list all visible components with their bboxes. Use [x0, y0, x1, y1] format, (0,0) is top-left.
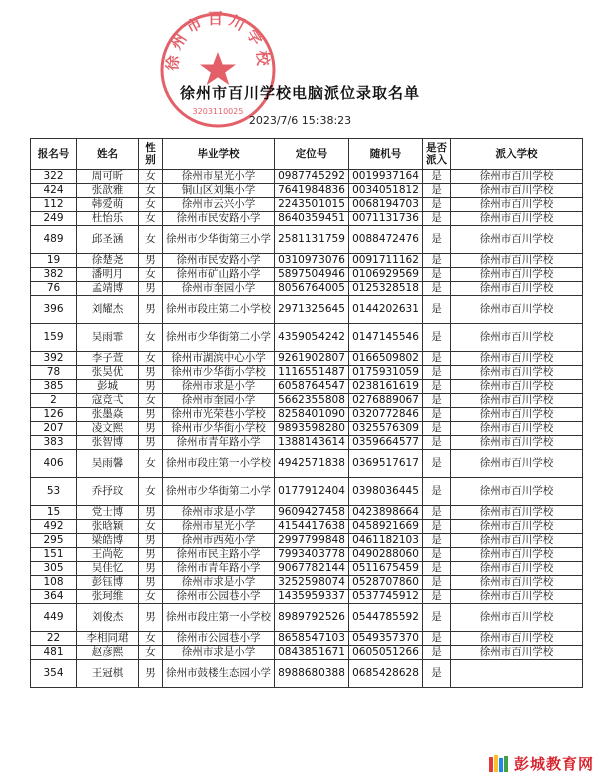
cell-name: 周可昕	[77, 170, 139, 184]
cell-school: 徐州市少华街小学校	[163, 422, 275, 436]
cell-school: 徐州市星光小学	[163, 520, 275, 534]
cell-random: 0537745912	[349, 590, 423, 604]
cell-assigned: 是	[423, 254, 451, 268]
cell-position: 0310973076	[275, 254, 349, 268]
cell-id: 2	[31, 394, 77, 408]
cell-random: 0320772846	[349, 408, 423, 422]
cell-target: 徐州市百川学校	[451, 590, 583, 604]
cell-name: 彭城	[77, 380, 139, 394]
cell-assigned: 是	[423, 296, 451, 324]
cell-target: 徐州市百川学校	[451, 184, 583, 198]
cell-target: 徐州市百川学校	[451, 534, 583, 548]
table-row	[31, 576, 583, 590]
cell-position: 9067782144	[275, 562, 349, 576]
cell-gender: 女	[139, 590, 163, 604]
svg-text:徐州市百川学校: 徐州市百川学校	[163, 10, 273, 72]
cell-position: 4942571838	[275, 450, 349, 478]
cell-id: 108	[31, 576, 77, 590]
cell-name: 刘俊杰	[77, 604, 139, 632]
cell-id: 382	[31, 268, 77, 282]
table-row	[31, 226, 583, 254]
cell-position: 0177912404	[275, 478, 349, 506]
cell-gender: 女	[139, 184, 163, 198]
cell-school: 徐州市少华街小学校	[163, 366, 275, 380]
cell-id: 295	[31, 534, 77, 548]
cell-school: 徐州市民主路小学	[163, 548, 275, 562]
cell-target: 徐州市百川学校	[451, 324, 583, 352]
cell-target: 徐州市百川学校	[451, 646, 583, 660]
cell-gender: 女	[139, 324, 163, 352]
cell-position: 8658547103	[275, 632, 349, 646]
admission-table	[30, 138, 583, 688]
cell-gender: 男	[139, 576, 163, 590]
cell-position: 2997799848	[275, 534, 349, 548]
cell-gender: 男	[139, 296, 163, 324]
cell-assigned: 是	[423, 632, 451, 646]
cell-assigned: 是	[423, 380, 451, 394]
cell-target: 徐州市百川学校	[451, 576, 583, 590]
cell-id: 406	[31, 450, 77, 478]
table-row	[31, 646, 583, 660]
cell-target: 徐州市百川学校	[451, 254, 583, 268]
cell-name: 张晗颖	[77, 520, 139, 534]
cell-name: 赵彦熙	[77, 646, 139, 660]
cell-school: 徐州市求是小学	[163, 646, 275, 660]
cell-random: 0544785592	[349, 604, 423, 632]
cell-id: 354	[31, 660, 77, 688]
cell-gender: 女	[139, 352, 163, 366]
cell-name: 吴佳忆	[77, 562, 139, 576]
cell-position: 0987745292	[275, 170, 349, 184]
cell-name: 张智博	[77, 436, 139, 450]
cell-name: 张珂维	[77, 590, 139, 604]
cell-school: 徐州市段庄第一小学校	[163, 604, 275, 632]
table-row	[31, 604, 583, 632]
cell-id: 383	[31, 436, 77, 450]
cell-school: 徐州市湖滨中心小学	[163, 352, 275, 366]
cell-school: 徐州市段庄第一小学校	[163, 450, 275, 478]
cell-school: 徐州市奎园小学	[163, 282, 275, 296]
table-row	[31, 422, 583, 436]
cell-assigned: 是	[423, 660, 451, 688]
cell-id: 22	[31, 632, 77, 646]
cell-gender: 男	[139, 436, 163, 450]
document-title: 徐州市百川学校电脑派位录取名单	[179, 84, 420, 102]
cell-random: 0071131736	[349, 212, 423, 226]
cell-gender: 女	[139, 520, 163, 534]
cell-position: 7641984836	[275, 184, 349, 198]
cell-name: 凌文熙	[77, 422, 139, 436]
table-row	[31, 212, 583, 226]
cell-assigned: 是	[423, 170, 451, 184]
cell-target: 徐州市百川学校	[451, 548, 583, 562]
cell-assigned: 是	[423, 436, 451, 450]
cell-random: 0106929569	[349, 268, 423, 282]
seal-star-icon	[200, 52, 236, 85]
cell-name: 张歆雅	[77, 184, 139, 198]
table-row	[31, 324, 583, 352]
cell-name: 王冠棋	[77, 660, 139, 688]
cell-id: 151	[31, 548, 77, 562]
cell-position: 8989792526	[275, 604, 349, 632]
cell-school: 徐州市求是小学	[163, 576, 275, 590]
cell-id: 385	[31, 380, 77, 394]
cell-position: 2243501015	[275, 198, 349, 212]
table-row	[31, 296, 583, 324]
cell-target: 徐州市百川学校	[451, 478, 583, 506]
table-row	[31, 170, 583, 184]
cell-target: 徐州市百川学校	[451, 422, 583, 436]
cell-random: 0238161619	[349, 380, 423, 394]
table-row	[31, 450, 583, 478]
header-target: 派入学校	[451, 139, 583, 170]
cell-target: 徐州市百川学校	[451, 450, 583, 478]
cell-gender: 女	[139, 268, 163, 282]
cell-id: 489	[31, 226, 77, 254]
cell-id: 112	[31, 198, 77, 212]
cell-assigned: 是	[423, 506, 451, 520]
official-seal	[158, 10, 278, 130]
cell-school: 徐州市民安路小学	[163, 254, 275, 268]
cell-name: 韩爱萌	[77, 198, 139, 212]
table-row	[31, 352, 583, 366]
header-school: 毕业学校	[163, 139, 275, 170]
cell-school: 徐州市矿山路小学	[163, 268, 275, 282]
cell-assigned: 是	[423, 478, 451, 506]
cell-position: 9893598280	[275, 422, 349, 436]
cell-id: 492	[31, 520, 77, 534]
cell-name: 乔抒玟	[77, 478, 139, 506]
cell-school: 铜山区刘集小学	[163, 184, 275, 198]
header-assigned-line1: 是否	[426, 142, 447, 154]
cell-name: 孟靖博	[77, 282, 139, 296]
cell-target: 徐州市百川学校	[451, 282, 583, 296]
cell-assigned: 是	[423, 450, 451, 478]
cell-gender: 男	[139, 366, 163, 380]
cell-assigned: 是	[423, 562, 451, 576]
cell-gender: 女	[139, 212, 163, 226]
cell-name: 彭钰博	[77, 576, 139, 590]
table-row	[31, 380, 583, 394]
cell-position: 4359054242	[275, 324, 349, 352]
table-row	[31, 520, 583, 534]
cell-position: 9261902807	[275, 352, 349, 366]
cell-school: 徐州市民安路小学	[163, 212, 275, 226]
cell-target: 徐州市百川学校	[451, 394, 583, 408]
cell-school: 徐州市西苑小学	[163, 534, 275, 548]
cell-gender: 男	[139, 282, 163, 296]
table-row	[31, 254, 583, 268]
cell-assigned: 是	[423, 394, 451, 408]
cell-school: 徐州市求是小学	[163, 506, 275, 520]
cell-random: 0068194703	[349, 198, 423, 212]
table-row	[31, 184, 583, 198]
cell-assigned: 是	[423, 548, 451, 562]
cell-random: 0549357370	[349, 632, 423, 646]
table-row	[31, 394, 583, 408]
cell-name: 党士博	[77, 506, 139, 520]
cell-assigned: 是	[423, 226, 451, 254]
cell-name: 寇竞弌	[77, 394, 139, 408]
cell-position: 5897504946	[275, 268, 349, 282]
cell-id: 159	[31, 324, 77, 352]
cell-random: 0359664577	[349, 436, 423, 450]
cell-random: 0034051812	[349, 184, 423, 198]
table-row	[31, 562, 583, 576]
cell-random: 0325576309	[349, 422, 423, 436]
cell-position: 0843851671	[275, 646, 349, 660]
cell-gender: 男	[139, 506, 163, 520]
cell-random: 0276889067	[349, 394, 423, 408]
cell-name: 杜怡乐	[77, 212, 139, 226]
cell-id: 392	[31, 352, 77, 366]
table-row	[31, 408, 583, 422]
cell-id: 53	[31, 478, 77, 506]
cell-position: 3252598074	[275, 576, 349, 590]
cell-gender: 女	[139, 632, 163, 646]
cell-name: 梁皓博	[77, 534, 139, 548]
table-row	[31, 660, 583, 688]
cell-position: 8258401090	[275, 408, 349, 422]
cell-position: 2971325645	[275, 296, 349, 324]
cell-position: 8640359451	[275, 212, 349, 226]
cell-school: 徐州市少华街第三小学	[163, 226, 275, 254]
cell-position: 1435959337	[275, 590, 349, 604]
cell-assigned: 是	[423, 534, 451, 548]
cell-assigned: 是	[423, 590, 451, 604]
cell-position: 1116551487	[275, 366, 349, 380]
cell-assigned: 是	[423, 212, 451, 226]
cell-random: 0147145546	[349, 324, 423, 352]
cell-school: 徐州市星光小学	[163, 170, 275, 184]
cell-random: 0458921669	[349, 520, 423, 534]
table-row	[31, 436, 583, 450]
cell-name: 张昊优	[77, 366, 139, 380]
cell-random: 0088472476	[349, 226, 423, 254]
cell-assigned: 是	[423, 184, 451, 198]
cell-id: 364	[31, 590, 77, 604]
header-name: 姓名	[77, 139, 139, 170]
cell-assigned: 是	[423, 408, 451, 422]
cell-name: 李相同珺	[77, 632, 139, 646]
cell-school: 徐州市鼓楼生态园小学	[163, 660, 275, 688]
cell-assigned: 是	[423, 646, 451, 660]
cell-name: 刘耀杰	[77, 296, 139, 324]
cell-gender: 女	[139, 226, 163, 254]
cell-target: 徐州市百川学校	[451, 198, 583, 212]
cell-target: 徐州市百川学校	[451, 632, 583, 646]
cell-assigned: 是	[423, 268, 451, 282]
cell-id: 305	[31, 562, 77, 576]
cell-random: 0423898664	[349, 506, 423, 520]
cell-school: 徐州市公园巷小学	[163, 590, 275, 604]
cell-name: 徐楚尧	[77, 254, 139, 268]
table-row	[31, 590, 583, 604]
cell-assigned: 是	[423, 520, 451, 534]
header-gender	[139, 139, 163, 170]
cell-target	[451, 660, 583, 688]
cell-school: 徐州市少华街第二小学	[163, 324, 275, 352]
cell-random: 0175931059	[349, 366, 423, 380]
cell-id: 78	[31, 366, 77, 380]
cell-gender: 男	[139, 254, 163, 268]
cell-random: 0091711162	[349, 254, 423, 268]
cell-assigned: 是	[423, 576, 451, 590]
cell-target: 徐州市百川学校	[451, 436, 583, 450]
document-timestamp: 2023/7/6 15:38:23	[248, 114, 352, 127]
table-row	[31, 534, 583, 548]
cell-name: 邱圣涵	[77, 226, 139, 254]
header-position: 定位号	[275, 139, 349, 170]
cell-target: 徐州市百川学校	[451, 562, 583, 576]
cell-assigned: 是	[423, 352, 451, 366]
table-row	[31, 478, 583, 506]
cell-id: 249	[31, 212, 77, 226]
cell-target: 徐州市百川学校	[451, 408, 583, 422]
cell-school: 徐州市云兴小学	[163, 198, 275, 212]
cell-random: 0144202631	[349, 296, 423, 324]
table-row	[31, 506, 583, 520]
cell-id: 322	[31, 170, 77, 184]
cell-random: 0490288060	[349, 548, 423, 562]
svg-text:3203110025: 3203110025	[192, 107, 244, 116]
cell-school: 徐州市奎园小学	[163, 394, 275, 408]
cell-target: 徐州市百川学校	[451, 604, 583, 632]
cell-id: 126	[31, 408, 77, 422]
cell-assigned: 是	[423, 422, 451, 436]
header-id: 报名号	[31, 139, 77, 170]
cell-gender: 男	[139, 604, 163, 632]
cell-gender: 女	[139, 198, 163, 212]
cell-school: 徐州市公园巷小学	[163, 632, 275, 646]
cell-id: 481	[31, 646, 77, 660]
cell-target: 徐州市百川学校	[451, 296, 583, 324]
cell-random: 0125328518	[349, 282, 423, 296]
cell-id: 449	[31, 604, 77, 632]
table-header-row	[31, 139, 583, 170]
cell-name: 潘明月	[77, 268, 139, 282]
table-row	[31, 366, 583, 380]
cell-position: 8988680388	[275, 660, 349, 688]
cell-id: 76	[31, 282, 77, 296]
cell-id: 396	[31, 296, 77, 324]
cell-id: 15	[31, 506, 77, 520]
cell-gender: 男	[139, 534, 163, 548]
cell-target: 徐州市百川学校	[451, 268, 583, 282]
cell-random: 0605051266	[349, 646, 423, 660]
cell-target: 徐州市百川学校	[451, 170, 583, 184]
cell-target: 徐州市百川学校	[451, 212, 583, 226]
cell-assigned: 是	[423, 604, 451, 632]
cell-random: 0511675459	[349, 562, 423, 576]
cell-gender: 男	[139, 562, 163, 576]
cell-random: 0369517617	[349, 450, 423, 478]
cell-position: 7993403778	[275, 548, 349, 562]
cell-target: 徐州市百川学校	[451, 380, 583, 394]
cell-name: 吴雨霏	[77, 324, 139, 352]
table-row	[31, 548, 583, 562]
table-row	[31, 632, 583, 646]
cell-target: 徐州市百川学校	[451, 366, 583, 380]
cell-name: 张墨焱	[77, 408, 139, 422]
cell-gender: 男	[139, 548, 163, 562]
cell-assigned: 是	[423, 198, 451, 212]
cell-position: 6058764547	[275, 380, 349, 394]
cell-random: 0398036445	[349, 478, 423, 506]
table-row	[31, 198, 583, 212]
cell-position: 5662355808	[275, 394, 349, 408]
cell-gender: 女	[139, 394, 163, 408]
cell-name: 李子萱	[77, 352, 139, 366]
header-random: 随机号	[349, 139, 423, 170]
cell-target: 徐州市百川学校	[451, 226, 583, 254]
cell-id: 424	[31, 184, 77, 198]
cell-gender: 男	[139, 660, 163, 688]
header-gender-line1: 性	[145, 142, 156, 154]
cell-target: 徐州市百川学校	[451, 506, 583, 520]
cell-random: 0166509802	[349, 352, 423, 366]
cell-gender: 女	[139, 478, 163, 506]
cell-school: 徐州市少华街第二小学	[163, 478, 275, 506]
header-assigned-line2: 派入	[426, 154, 447, 166]
cell-random: 0461182103	[349, 534, 423, 548]
header-assigned	[423, 139, 451, 170]
cell-random: 0528707860	[349, 576, 423, 590]
table-row	[31, 268, 583, 282]
cell-assigned: 是	[423, 282, 451, 296]
cell-position: 9609427458	[275, 506, 349, 520]
cell-gender: 女	[139, 170, 163, 184]
cell-school: 徐州市青年路小学	[163, 436, 275, 450]
cell-random: 0685428628	[349, 660, 423, 688]
table-row	[31, 282, 583, 296]
cell-id: 207	[31, 422, 77, 436]
cell-assigned: 是	[423, 324, 451, 352]
cell-position: 1388143614	[275, 436, 349, 450]
cell-school: 徐州市求是小学	[163, 380, 275, 394]
cell-gender: 女	[139, 646, 163, 660]
cell-assigned: 是	[423, 366, 451, 380]
cell-position: 8056764005	[275, 282, 349, 296]
cell-target: 徐州市百川学校	[451, 352, 583, 366]
cell-position: 4154417638	[275, 520, 349, 534]
cell-position: 2581131759	[275, 226, 349, 254]
cell-target: 徐州市百川学校	[451, 520, 583, 534]
cell-random: 0019937164	[349, 170, 423, 184]
bookshelf-logo-icon	[488, 753, 510, 773]
cell-gender: 男	[139, 422, 163, 436]
watermark-text: 彭城教育网	[513, 754, 594, 773]
cell-gender: 女	[139, 450, 163, 478]
cell-school: 徐州市光荣巷小学校	[163, 408, 275, 422]
cell-name: 吴雨馨	[77, 450, 139, 478]
cell-school: 徐州市青年路小学	[163, 562, 275, 576]
site-watermark	[488, 752, 594, 774]
cell-school: 徐州市段庄第二小学校	[163, 296, 275, 324]
cell-id: 19	[31, 254, 77, 268]
cell-gender: 男	[139, 408, 163, 422]
header-gender-line2: 别	[145, 154, 156, 166]
cell-gender: 男	[139, 380, 163, 394]
cell-name: 王尚乾	[77, 548, 139, 562]
